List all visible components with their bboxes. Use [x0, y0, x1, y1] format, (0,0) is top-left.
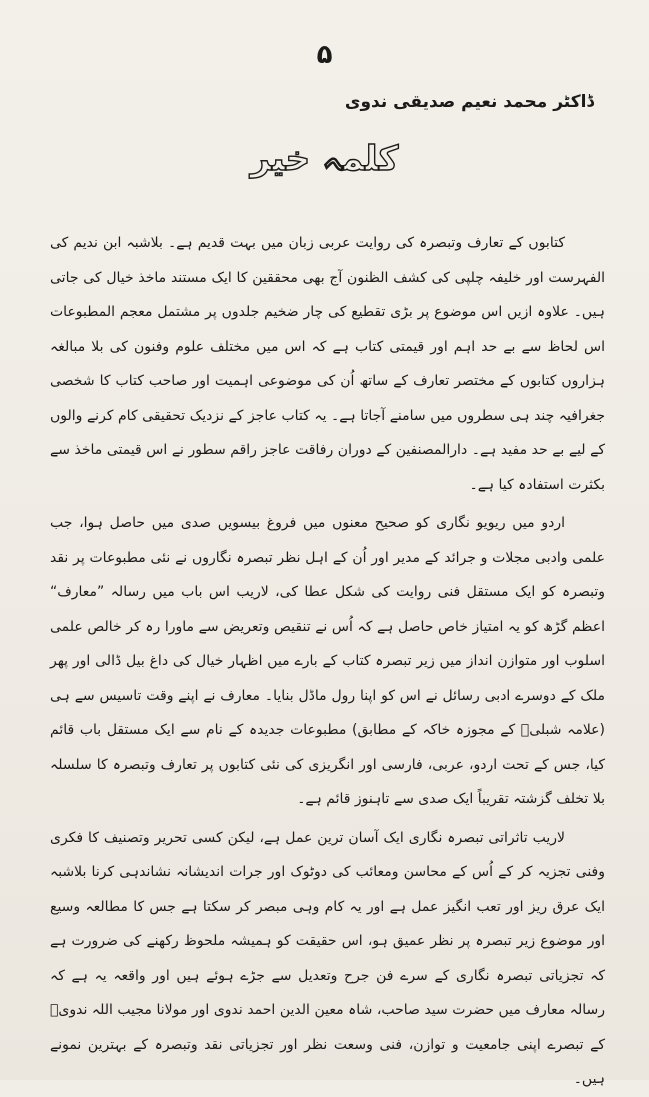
paragraph: لاریب تاثراتی تبصرہ نگاری ایک آسان ترین عمل ہے، لیکن کسی تحریر وتصنیف کا فکری وفنی تجزیہ کر کے اُس کے محاسن ومعائب کی دوٹوک اور جرات اندیشانہ نشاندہی کرنا بلاشبہ ایک عرق ریز اور تعب انگیز عمل ہے اور یہ کام وہی مبصر کر سکتا ہے جس کا مطالعہ وسیع اور موضوع زیر تبصرہ پر نظر عمیق ہو، اس حقیقت کو ہمیشہ ملحوظ رکھنے کی ضرورت ہے کہ تجزیاتی تبصرہ نگاری کے سرے فن جرح وتعدیل سے جڑے ہوئے ہیں اور واقعہ یہ ہے کہ رسالہ معارف میں حضرت سید صاحب، شاہ معین الدین احمد ندوی اور مولانا مجیب اللہ ندویؒ کے تبصرے اپنی جامعیت و توازن، فنی وسعت نظر اور تجزیاتی نقد وتبصرہ کے بہترین نمونے ہیں۔ — [50, 829, 605, 1087]
page-number: ۵ — [316, 40, 333, 70]
chapter-title: کلمہ خیر — [250, 139, 399, 179]
author-name: ڈاکٹر محمد نعیم صدیقی ندوی — [344, 92, 594, 112]
paragraph: اردو میں ریویو نگاری کو صحیح معنوں میں فروغ بیسویں صدی میں حاصل ہوا، جب علمی وادبی مجلات و جرائد کے مدیر اور اُن کے اہل نظر تبصرہ نگاروں نے نئی مطبوعات پر نقد وتبصرہ کو ایک مستقل فنی روایت کی شکل عطا کی، لاریب اس باب میں رسالہ ”معارف“ اعظم گڑھ کو یہ امتیاز خاص حاصل ہے کہ اُس نے تنقیص وتعریض سے ماورا رہ کر خالص علمی اسلوب اور متوازن انداز میں زیر تبصرہ کتاب کے بارے میں اظہار خیال کی داغ بیل ڈالی اور پھر ملک کے دوسرے ادبی رسائل نے اس کو اپنا رول ماڈل بنایا۔ معارف نے اپنے وقت تاسیس سے ہی (علامہ شبلیؒ کے مجوزہ خاکہ کے مطابق) مطبوعات جدیدہ کے نام سے ایک مستقل باب قائم کیا، جس کے تحت اردو، عربی، فارسی اور انگریزی کی نئی کتابوں پر تعارف وتبصرہ کا سلسلہ بلا تخلف گزشتہ تقریباً ایک صدی سے تاہنوز قائم ہے۔ — [50, 515, 605, 807]
paragraph: کتابوں کے تعارف وتبصرہ کی روایت عربی زبان میں بہت قدیم ہے۔ بلاشبہ ابن ندیم کی الفہرست اور خلیفہ چلپی کی کشف الظنون آج بھی محققین کا ایک مستند ماخذ خیال کی جاتی ہیں۔ علاوہ ازیں اس موضوع پر بڑی تقطیع کی چار ضخیم جلدوں پر مشتمل معجم المطبوعات اس لحاظ سے بے حد اہم اور قیمتی کتاب ہے کہ اس میں مختلف علوم وفنون کی بلا مبالغہ ہزاروں کتابوں کے مختصر تعارف کے ساتھ اُن کی موضوعی اہمیت اور صاحب کتاب کا شخصی جغرافیہ چند ہی سطروں میں سامنے آجاتا ہے۔ یہ کتاب عاجز کے نزدیک تحقیقی کام کرنے والوں کے لیے بے حد مفید ہے۔ دارالمصنفین کے دوران رفاقت عاجز راقم سطور نے اس قیمتی ماخذ سے بکثرت استفادہ کیا ہے۔ — [50, 235, 605, 493]
body-text — [50, 226, 605, 1097]
